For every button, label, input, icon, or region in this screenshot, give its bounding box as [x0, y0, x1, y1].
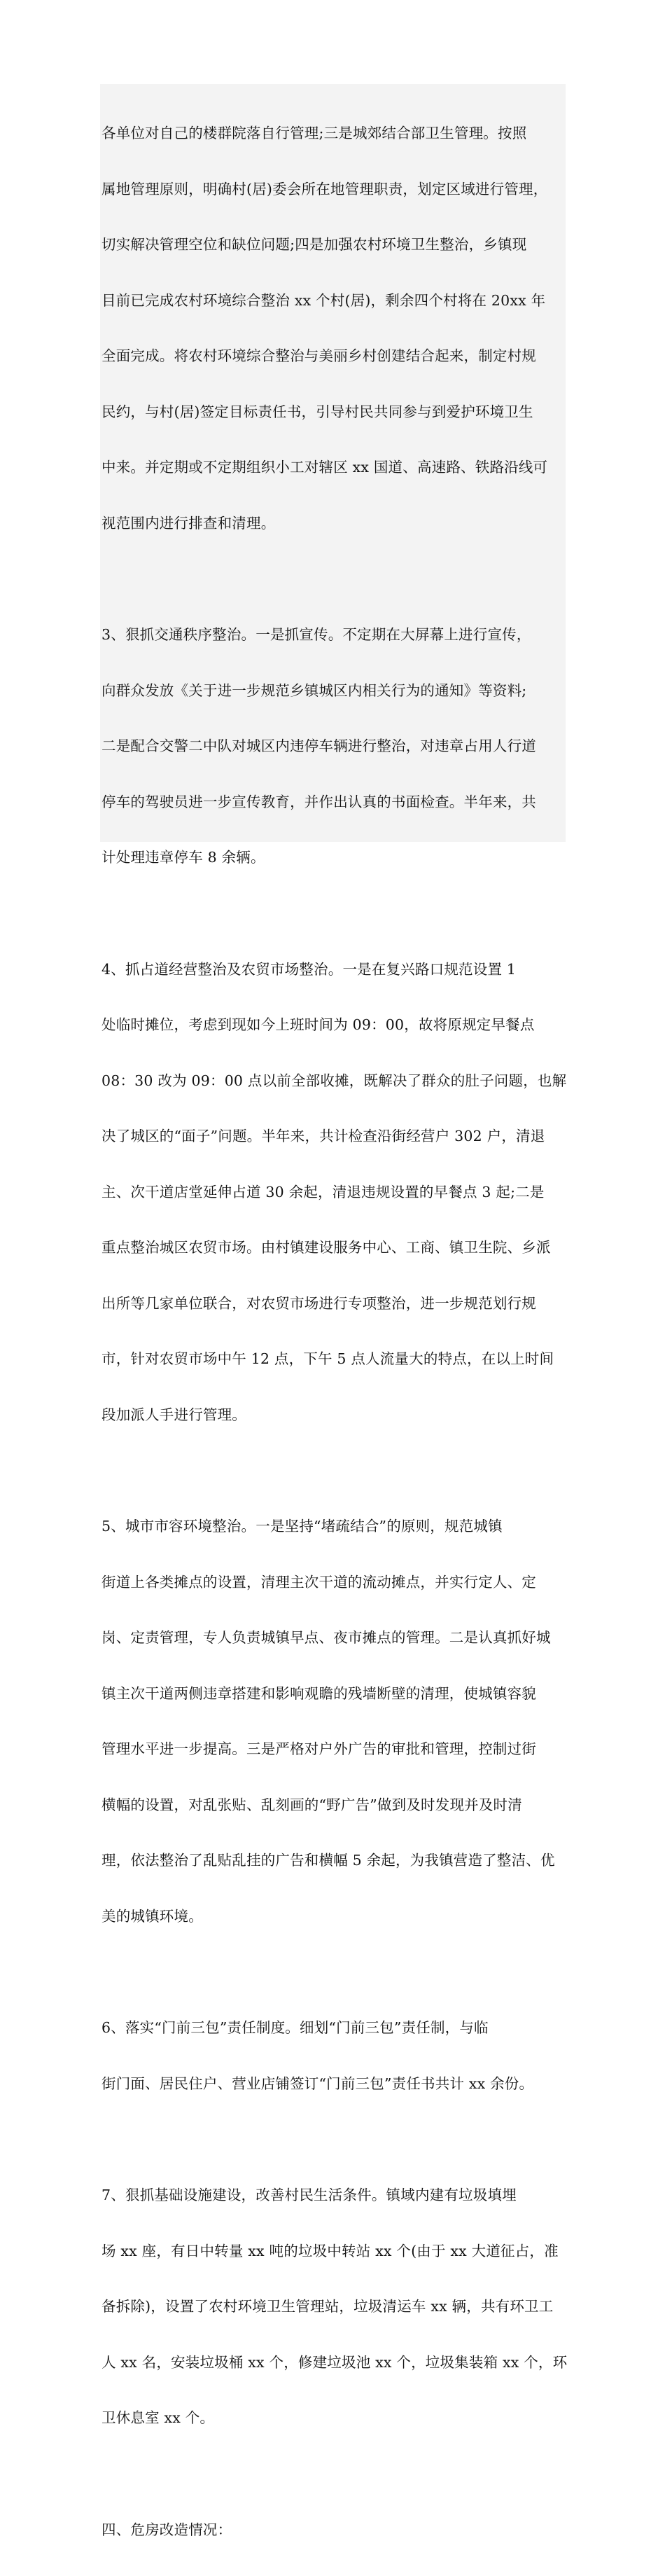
text-line: 各单位对自己的楼群院落自行管理;三是城郊结合部卫生管理。按照 [102, 124, 566, 143]
paragraph-gap [100, 1461, 566, 1480]
paragraph-gap [100, 904, 566, 923]
paragraph-gap [100, 1962, 566, 1981]
text-line: 08：30 改为 09：00 点以前全部收摊，既解决了群众的肚子问题，也解 [102, 1072, 566, 1090]
text-line: 目前已完成农村环境综合整治 xx 个村(居)，剩余四个村将在 20xx 年 [102, 291, 566, 310]
paragraph-gap [100, 2465, 566, 2484]
text-line: 市，针对农贸市场中午 12 点，下午 5 点人流量大的特点，在以上时间 [102, 1350, 566, 1369]
text-line: 全面完成。将农村环境综合整治与美丽乡村创建结合起来，制定村规 [102, 347, 566, 366]
paragraph-three-guarantees [100, 1981, 566, 2130]
text-line: 理，依法整治了乱贴乱挂的广告和横幅 5 余起，为我镇营造了整洁、优 [102, 1851, 566, 1870]
document-page [0, 0, 665, 941]
paragraph-infrastructure [100, 2149, 566, 2465]
text-line: 人 xx 名，安装垃圾桶 xx 个，修建垃圾池 xx 个，垃圾集装箱 xx 个，环 [102, 2353, 566, 2372]
text-line: 场 xx 座，有日中转量 xx 吨的垃圾中转站 xx 个(由于 xx 大道征占，准 [102, 2242, 566, 2261]
text-line: 岗、定责管理，专人负责城镇早点、夜市摊点的管理。二是认真抓好城 [102, 1628, 566, 1647]
paragraph-gap [100, 569, 566, 588]
text-line: 街道上各类摊点的设置，清理主次干道的流动摊点，并实行定人、定 [102, 1573, 566, 1592]
text-line: 民约，与村(居)签定目标责任书，引导村民共同参与到爱护环境卫生 [102, 403, 566, 422]
text-line: 属地管理原则，明确村(居)委会所在地管理职责，划定区域进行管理， [102, 180, 566, 199]
text-line: 中来。并定期或不定期组织小工对辖区 xx 国道、高速路、铁路沿线可 [102, 458, 566, 477]
text-line: 街门面、居民住户、营业店铺签订“门前三包”责任书共计 xx 余份。 [102, 2075, 566, 2093]
text-line: 主、次干道店堂延伸占道 30 余起，清退违规设置的早餐点 3 起;二是 [102, 1183, 566, 1202]
paragraph-gap [100, 2130, 566, 2149]
text-line: 管理水平进一步提高。三是严格对户外广告的审批和管理，控制过街 [102, 1740, 566, 1759]
text-line: 向群众发放《关于进一步规范乡镇城区内相关行为的通知》等资料; [102, 681, 566, 700]
text-line: 卫休息室 xx 个。 [102, 2409, 566, 2428]
text-line: 重点整治城区农贸市场。由村镇建设服务中心、工商、镇卫生院、乡派 [102, 1238, 566, 1257]
text-line: 出所等几家单位联合，对农贸市场进行专项整治，进一步规范划行规 [102, 1294, 566, 1313]
text-line: 5、城市市容环境整治。一是坚持“堵疏结合”的原则，规范城镇 [102, 1517, 566, 1536]
text-line: 四、危房改造情况： [102, 2521, 566, 2540]
text-line: 镇主次干道两侧违章搭建和影响观瞻的残墙断壁的清理，使城镇容貌 [102, 1684, 566, 1703]
paragraph-city-appearance [100, 1480, 566, 1962]
text-line: 决了城区的“面子”问题。半年来，共计检查沿街经营户 302 户，清退 [102, 1127, 566, 1146]
text-line: 段加派人手进行管理。 [102, 1406, 566, 1425]
text-line: 停车的驾驶员进一步宣传教育，并作出认真的书面检查。半年来，共 [102, 793, 566, 812]
text-line: 切实解决管理空位和缺位问题;四是加强农村环境卫生整治，乡镇现 [102, 235, 566, 254]
paragraph-street-market [100, 923, 566, 1462]
text-line: 处临时摊位，考虑到现如今上班时间为 09：00，故将原规定早餐点 [102, 1016, 566, 1034]
text-line: 计处理违章停车 8 余辆。 [102, 848, 566, 867]
section-heading-housing [100, 2484, 566, 2576]
text-line: 6、落实“门前三包”责任制度。细划“门前三包”责任制，与临 [102, 2018, 566, 2037]
text-line: 二是配合交警二中队对城区内违停车辆进行整治，对违章占用人行道 [102, 737, 566, 756]
document-body [100, 84, 566, 842]
text-line: 3、狠抓交通秩序整治。一是抓宣传。不定期在大屏幕上进行宣传， [102, 625, 566, 644]
text-line: 横幅的设置，对乱张贴、乱刻画的“野广告”做到及时发现并及时清 [102, 1796, 566, 1815]
text-line: 美的城镇环境。 [102, 1907, 566, 1926]
text-line: 4、抓占道经营整治及农贸市场整治。一是在复兴路口规范设置 1 [102, 960, 566, 979]
paragraph-sanitation-management [100, 87, 566, 569]
text-line: 备拆除)，设置了农村环境卫生管理站，垃圾清运车 xx 辆，共有环卫工 [102, 2297, 566, 2316]
paragraph-traffic-order [100, 588, 566, 904]
text-line: 7、狠抓基础设施建设，改善村民生活条件。镇域内建有垃圾填埋 [102, 2186, 566, 2205]
text-line: 视范围内进行排查和清理。 [102, 514, 566, 533]
